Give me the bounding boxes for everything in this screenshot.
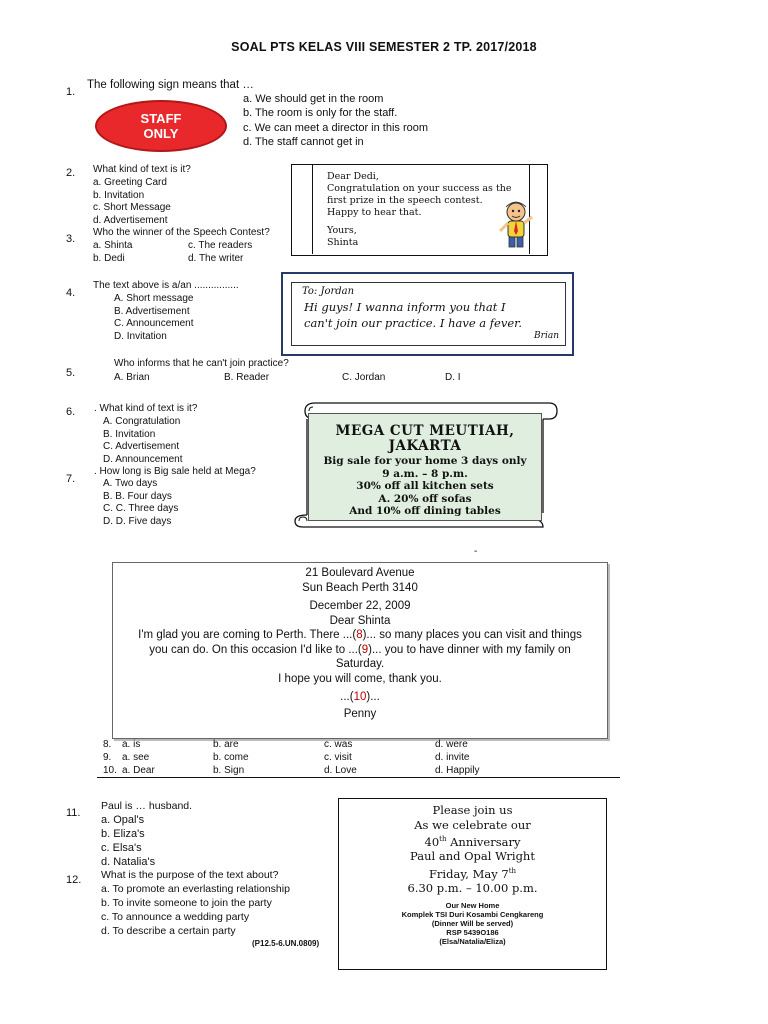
letter-address-line: 21 Boulevard Avenue [305,567,415,579]
question-number-6: 6. [66,406,76,418]
invitation-small-line: Komplek TSI Duri Kosambi Cengkareng [401,909,544,919]
cartoon-boy-icon [496,197,538,251]
option[interactable]: c. The readers [188,240,253,251]
invitation-text: Anniversary [446,834,521,849]
option[interactable]: c. To announce a wedding party [101,911,250,923]
invitation-line: As we celebrate our [414,817,531,832]
invitation-line [339,864,606,881]
option[interactable]: a. Shinta [93,240,133,251]
option[interactable]: b. come [213,752,249,763]
letter-text: ...( [340,691,354,703]
invitation-text: 40 [424,834,440,849]
ad-line: Big sale for your home 3 days only [323,455,527,467]
option[interactable]: D. I [445,372,461,383]
divider-line [97,777,620,778]
invitation-line: 6.30 p.m. – 10.00 p.m. [407,881,538,896]
option[interactable]: D. Announcement [103,453,183,465]
letter-greeting: Dear Shinta [329,614,391,627]
greeting-card [291,164,548,256]
option[interactable]: a. see [122,752,150,763]
option[interactable]: B. Invitation [103,428,156,440]
question-6-prompt: . What kind of text is it? [94,403,198,414]
option[interactable]: B. B. Four days [103,490,172,502]
message-line: Hi guys! I wanna inform you that I [304,300,506,314]
page-title: SOAL PTS KELAS VIII SEMESTER 2 TP. 2017/2018 [231,40,537,54]
letter-text: )... [366,691,380,703]
option[interactable]: c. was [324,739,353,750]
message-line: can't join our practice. I have a fever. [304,316,523,330]
option[interactable]: B. Reader [224,372,270,383]
option[interactable]: C. Advertisement [103,441,180,453]
table-row [103,739,623,752]
invitation-address [339,901,606,947]
mega-sale-advertisement [308,413,542,521]
option[interactable]: c. We can meet a director in this room [243,121,429,134]
option[interactable]: a. We should get in the room [243,93,384,105]
option[interactable]: d. To describe a certain party [101,925,236,937]
table-row [103,752,623,765]
option[interactable]: C. Announcement [114,318,194,330]
option[interactable]: d. Natalia's [101,856,156,868]
question-number-12: 12. [66,874,82,886]
card-line: first prize in the speech contest. [327,195,483,206]
letter-box [112,562,608,739]
option[interactable]: a. Opal's [101,814,145,826]
question-number-5: 5. [66,367,76,379]
option[interactable]: d. Advertisement [93,214,168,226]
option[interactable]: c. Elsa's [101,842,142,854]
question-source-code: (P12.5-6.UN.0809) [252,939,320,948]
question-number-2: 2. [66,167,76,179]
option[interactable]: a. is [122,739,141,750]
option[interactable]: b. Invitation [93,189,145,201]
question-1-options [243,92,428,149]
option[interactable]: A. Brian [114,372,150,383]
ad-title-line: MEGA CUT MEUTIAH, [335,423,515,439]
card-text [327,171,512,249]
ad-line: A. 20% off sofas [378,492,472,505]
letter-body-line [113,690,607,705]
message-from: Brian [534,331,559,341]
ad-title-line: JAKARTA [388,438,462,454]
question-4-options [114,293,194,343]
row-number: 8. [103,739,112,750]
letter-date: December 22, 2009 [309,600,411,612]
question-3-prompt: Who the winner of the Speech Contest? [93,227,270,238]
option[interactable]: d. Happily [435,765,480,776]
fill-in-options-table [103,739,623,778]
option[interactable]: C. Jordan [342,372,386,383]
sign-line-1: STAFF [140,111,182,126]
question-12-options [101,882,290,938]
blank-10: 10 [353,691,367,703]
question-5-prompt: Who informs that he can't join practice? [114,358,289,369]
question-2-options [93,177,171,227]
option[interactable]: A. Two days [103,478,158,489]
option[interactable]: D. D. Five days [103,515,172,527]
question-7-prompt: . How long is Big sale held at Mega? [94,466,256,477]
option[interactable]: b. are [213,739,239,750]
ad-line: 30% off all kitchen sets [356,480,494,493]
option[interactable]: d. were [435,739,468,750]
invitation-small-line: Our New Home [445,900,500,910]
letter-body-line [113,643,607,658]
card-line: Shinta [327,237,359,248]
option[interactable]: c. Short Message [93,202,171,214]
option[interactable]: a. To promote an everlasting relationship [101,883,290,895]
staff-only-sign [95,100,227,152]
option[interactable]: B. Advertisement [114,305,190,317]
question-number-7: 7. [66,473,76,485]
question-12-prompt: What is the purpose of the text about? [101,869,279,881]
ad-line: 9 a.m. – 8 p.m. [382,467,468,480]
dash-mark: - [474,546,478,557]
letter-text: I'm glad you are coming to Perth. There ...( [138,629,357,641]
option[interactable]: d. The staff cannot get in [243,135,364,148]
short-message-box [281,272,574,356]
option[interactable]: D. Invitation [114,330,167,342]
option[interactable]: b. Sign [213,765,245,776]
letter-text: )... so many places you can visit and things [362,629,582,641]
question-1-prompt: The following sign means that … [87,79,254,91]
ordinal-suffix: th [439,835,447,843]
question-number-3: 3. [66,233,76,245]
option[interactable]: a. Dear [122,765,155,776]
option[interactable]: d. The writer [188,253,244,264]
invitation-line: Please join us [432,803,513,817]
invitation-line: Paul and Opal Wright [410,849,535,864]
option[interactable]: d. Love [324,765,357,776]
letter-body-line: Saturday. [335,658,385,670]
message-to: To: Jordan [302,286,355,297]
ordinal-suffix: th [508,866,517,875]
card-line: Dear Dedi, [327,171,379,182]
card-line: Congratulation on your success as the [327,183,512,194]
invitation-small-line: (Elsa/Natalia/Eliza) [439,937,506,947]
letter-body-line: I hope you will come, thank you. [278,672,442,685]
row-number: 9. [103,752,112,763]
option[interactable]: C. C. Three days [103,503,179,515]
option[interactable]: b. Dedi [93,253,125,264]
card-line: Happy to hear that. [327,207,422,218]
sign-line-2: ONLY [143,126,179,141]
blank-8: 8 [356,629,363,641]
question-number-11: 11. [66,807,81,819]
question-6-options [103,416,183,466]
option[interactable]: A. Congratulation [103,416,181,427]
letter-text: you can do. On this occasion I'd like to ...( [149,643,362,656]
row-number: 10. [103,765,117,776]
invitation-small-line: RSP 5439O186 [446,928,499,938]
letter-address-line: Sun Beach Perth 3140 [302,581,418,594]
ad-line: And 10% off dining tables [349,505,501,518]
blank-9: 9 [361,643,369,656]
anniversary-invitation [338,798,607,970]
question-number-1: 1. [66,86,76,98]
question-2-prompt: What kind of text is it? [93,164,191,175]
option[interactable]: d. invite [435,752,470,763]
invitation-text: Friday, May 7 [428,866,509,881]
option[interactable]: A. Short message [114,293,194,304]
option[interactable]: c. visit [324,752,352,763]
short-message [291,282,566,346]
option[interactable]: b. To invite someone to join the party [101,897,272,909]
letter-signature: Penny [343,707,377,720]
card-line: Yours, [327,225,357,236]
invitation-line [339,832,606,849]
letter-body-line [113,628,607,643]
question-11-options [101,813,155,869]
letter-text: )... you to have dinner with my family on [368,643,571,656]
question-7-options [103,478,178,528]
question-11-prompt: Paul is … husband. [101,800,193,812]
option[interactable]: b. The room is only for the staff. [243,107,398,120]
question-number-4: 4. [66,287,76,299]
option[interactable]: a. Greeting Card [93,177,167,188]
question-4-prompt: The text above is a/an ................ [93,280,239,291]
invitation-small-line: (Dinner Will be served) [431,919,514,929]
option[interactable]: b. Eliza's [101,828,145,840]
